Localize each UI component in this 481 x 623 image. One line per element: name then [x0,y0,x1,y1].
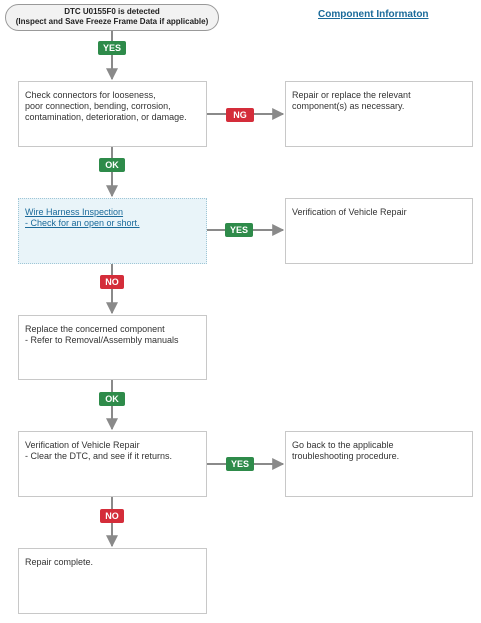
verification-repair-box-right [285,198,473,264]
replace-component-box [18,315,207,380]
go-back-line-1: Go back to the applicable [292,440,394,450]
verification-right-text: Verification of Vehicle Repair [292,207,407,217]
verification-repair-box-main [18,431,207,497]
ok-badge-1: OK [99,158,125,172]
go-back-box [285,431,473,497]
ok-badge-2: OK [99,392,125,406]
check-connectors-line-1: Check connectors for looseness, [25,90,156,100]
check-open-short-link[interactable]: - Check for an open or short. [25,218,140,228]
go-back-line-2: troubleshooting procedure. [292,451,400,461]
ng-badge: NG [226,108,254,122]
repair-complete-box [18,548,207,614]
repair-replace-line-1: Repair or replace the relevant [292,90,411,100]
check-connectors-box [18,81,207,147]
dtc-start-terminator [5,4,219,31]
repair-complete-text: Repair complete. [25,557,94,567]
replace-component-line-1: Replace the concerned component [25,324,165,334]
repair-replace-box [285,81,473,147]
yes-badge-2: YES [225,223,253,237]
no-badge-2: NO [100,509,124,523]
wire-harness-inspection-box[interactable] [18,198,207,264]
check-connectors-line-2: poor connection, bending, corrosion, [25,101,171,111]
component-information-link[interactable]: Component Informaton [318,9,429,20]
check-connectors-line-3: contamination, deterioration, or damage. [25,112,187,122]
replace-component-line-2: - Refer to Removal/Assembly manuals [25,335,179,345]
yes-badge-3: YES [226,457,254,471]
start-subtitle: (Inspect and Save Freeze Frame Data if applicable) [15,17,209,26]
start-title: DTC U0155F0 is detected [64,7,160,16]
wire-harness-inspection-link[interactable]: Wire Harness Inspection [25,207,124,217]
verification-main-line-2: - Clear the DTC, and see if it returns. [25,451,173,461]
verification-main-line-1: Verification of Vehicle Repair [25,440,140,450]
no-badge-1: NO [100,275,124,289]
yes-badge-1: YES [98,41,126,55]
repair-replace-line-2: component(s) as necessary. [292,101,405,111]
